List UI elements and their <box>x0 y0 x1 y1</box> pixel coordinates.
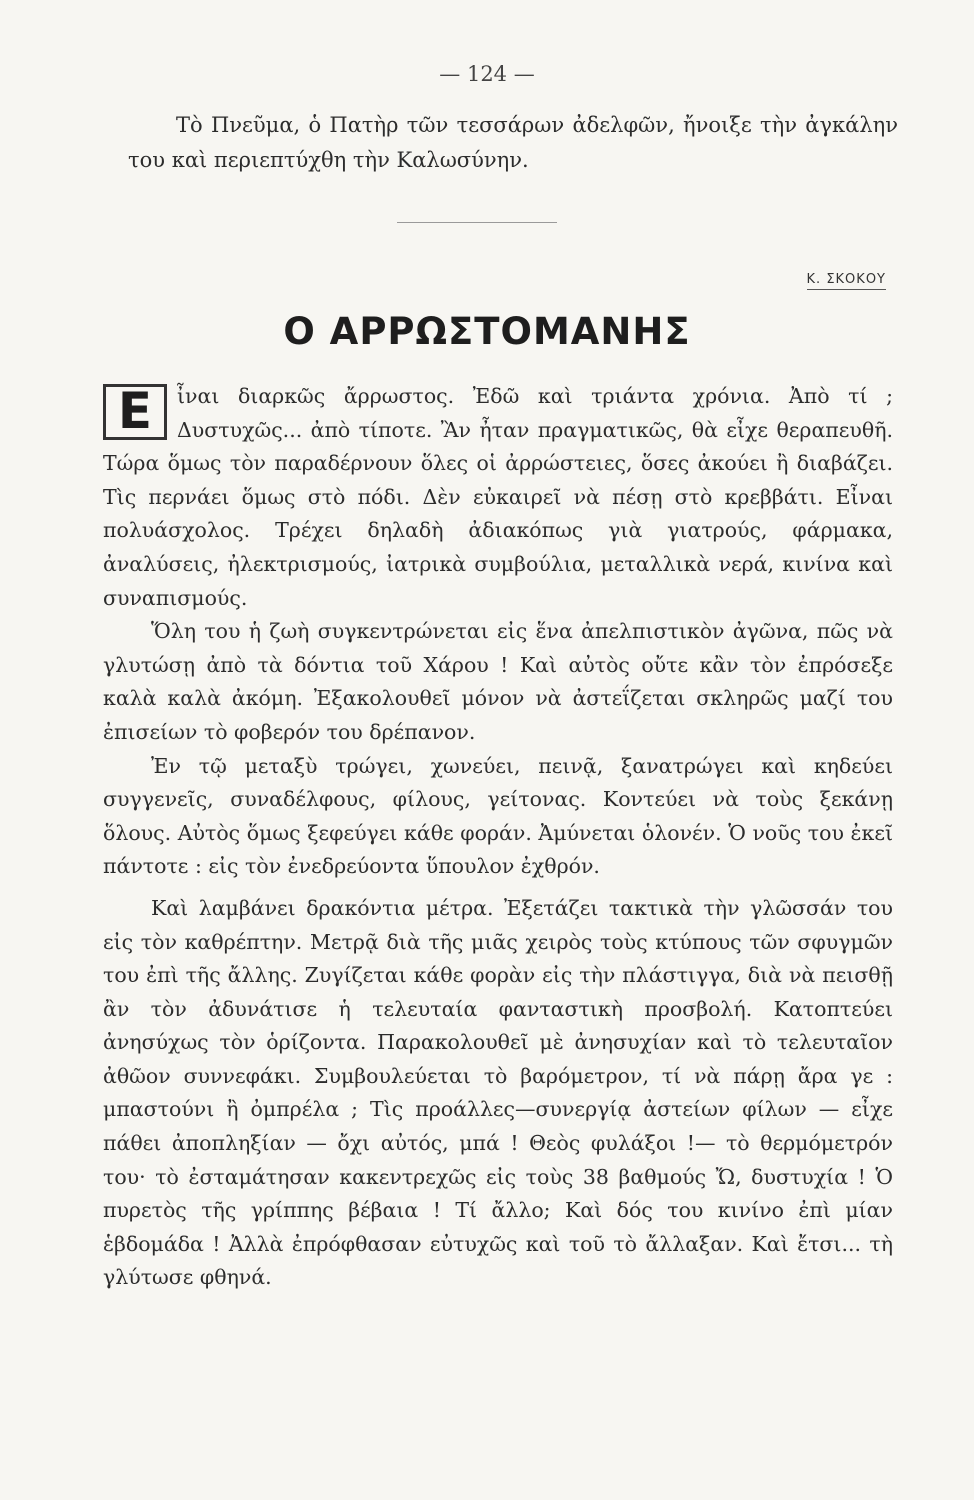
drop-cap: Ε <box>103 384 167 440</box>
article-title: Ο ΑΡΡΩΣΤΟΜΑΝΗΣ <box>283 310 691 353</box>
previous-story-ending <box>128 108 898 178</box>
article-paragraph-1 <box>103 380 893 615</box>
page-number: — 124 — <box>439 62 535 86</box>
article-author: Κ. ΣΚΟΚΟΥ <box>807 272 886 290</box>
article-paragraph-3: Ἐν τῷ μεταξὺ τρώγει, χωνεύει, πεινᾷ, ξανατρώγει καὶ κηδεύει συγγενεῖς, συναδέλφους, φίλους, γείτονας. Κοντεύει νὰ τοὺς ξεκάνῃ ὅλους. Αὐτὸς ὅμως ξεφεύγει κάθε φοράν. Ἀμύνεται ὁλονέν. Ὁ νοῦς του ἐκεῖ πάντοτε : εἰς τὸν ἐνεδρεύοντα ὕπουλον ἐχθρόν. <box>103 753 893 879</box>
article-paragraph-2: Ὅλη του ἡ ζωὴ συγκεντρώνεται εἰς ἕνα ἀπελπιστικὸν ἀγῶνα, πῶς νὰ γλυτώσῃ ἀπὸ τὰ δόντια τοῦ Χάρου ! Καὶ αὐτὸς οὔτε κἂν τὸν ἐπρόσεξε καλὰ καλὰ ἀκόμη. Ἐξακολουθεῖ μόνον νὰ ἀστεΐζεται σκληρῶς μαζί του ἐπισείων τὸ φοβερόν του δρέπανον. <box>103 619 893 744</box>
previous-story-paragraph: Τὸ Πνεῦμα, ὁ Πατὴρ τῶν τεσσάρων ἀδελφῶν, ἤνοιξε τὴν ἀγκάλην του καὶ περιεπτύχθη τὴν Καλωσύνην. <box>128 113 898 172</box>
section-divider <box>397 222 557 223</box>
article-paragraph-4: Καὶ λαμβάνει δρακόντια μέτρα. Ἐξετάζει τακτικὰ τὴν γλῶσσάν του εἰς τὸν καθρέπτην. Μετρᾷ διὰ τῆς μιᾶς χειρὸς τοὺς κτύπους τῶν σφυγμῶν του ἐπὶ τῆς ἄλλης. Ζυγίζεται κάθε φορὰν εἰς τὴν πλάστιγγα, διὰ νὰ πεισθῇ ἂν τὸν ἀδυνάτισε ἡ τελευταία φανταστικὴ προσβολή. Κατοπτεύει ἀνησύχως τὸν ὁρίζοντα. Παρακολουθεῖ μὲ ἀνησυχίαν καὶ τὸ τελευταῖον ἀθῶον συννεφάκι. Συμβουλεύεται τὸ βαρόμετρον, τί νὰ πάρῃ ἄρα γε : μπαστούνι ἢ ὀμπρέλα ; Τὶς προάλλες—συνεργίᾳ ἀστείων φίλων — εἶχε πάθει ἀποπληξίαν — ὄχι αὐτός, μπά ! Θεὸς φυλάξοι !— τὸ θερμόμετρόν του· τὸ ἐσταμάτησαν κακεντρεχῶς εἰς τοὺς 38 βαθμούς Ὤ, δυστυχία ! Ὁ πυρετὸς τῆς γρίππης βέβαια ! Τί ἄλλο; Καὶ δός του κινίνο ἐπὶ μίαν ἑβδομάδα ! Ἀλλὰ ἐπρόφθασαν εὐτυχῶς καὶ τοῦ τὸ ἄλλαξαν. Καὶ ἔτσι... τὴ γλύτωσε φθηνά. <box>103 895 893 1290</box>
article-body <box>103 380 893 1295</box>
paragraph-1-text: ἶναι διαρκῶς ἄρρωστος. Ἐδῶ καὶ τριάντα χρόνια. Ἀπὸ τί ; Δυστυχῶς... ἀπὸ τίποτε. Ἂν ἦταν πραγματικῶς, θὰ εἶχε θεραπευθῆ. Τώρα ὅμως τὸν παραδέρνουν ὅλες οἱ ἀρρώστειες, ὅσες ἀκούει ἢ διαβάζει. Τὶς περνάει ὅμως στὸ πόδι. Δὲν εὐκαιρεῖ νὰ πέσῃ στὸ κρεββάτι. Εἶναι πολυάσχολος. Τρέχει δηλαδὴ ἀδιακόπως γιὰ γιατρούς, φάρμακα, ἀναλύσεις, ἠλεκτρισμούς, ἰατρικὰ συμβούλια, μεταλλικὰ νερά, κινίνα καὶ συναπισμούς. <box>103 384 893 610</box>
